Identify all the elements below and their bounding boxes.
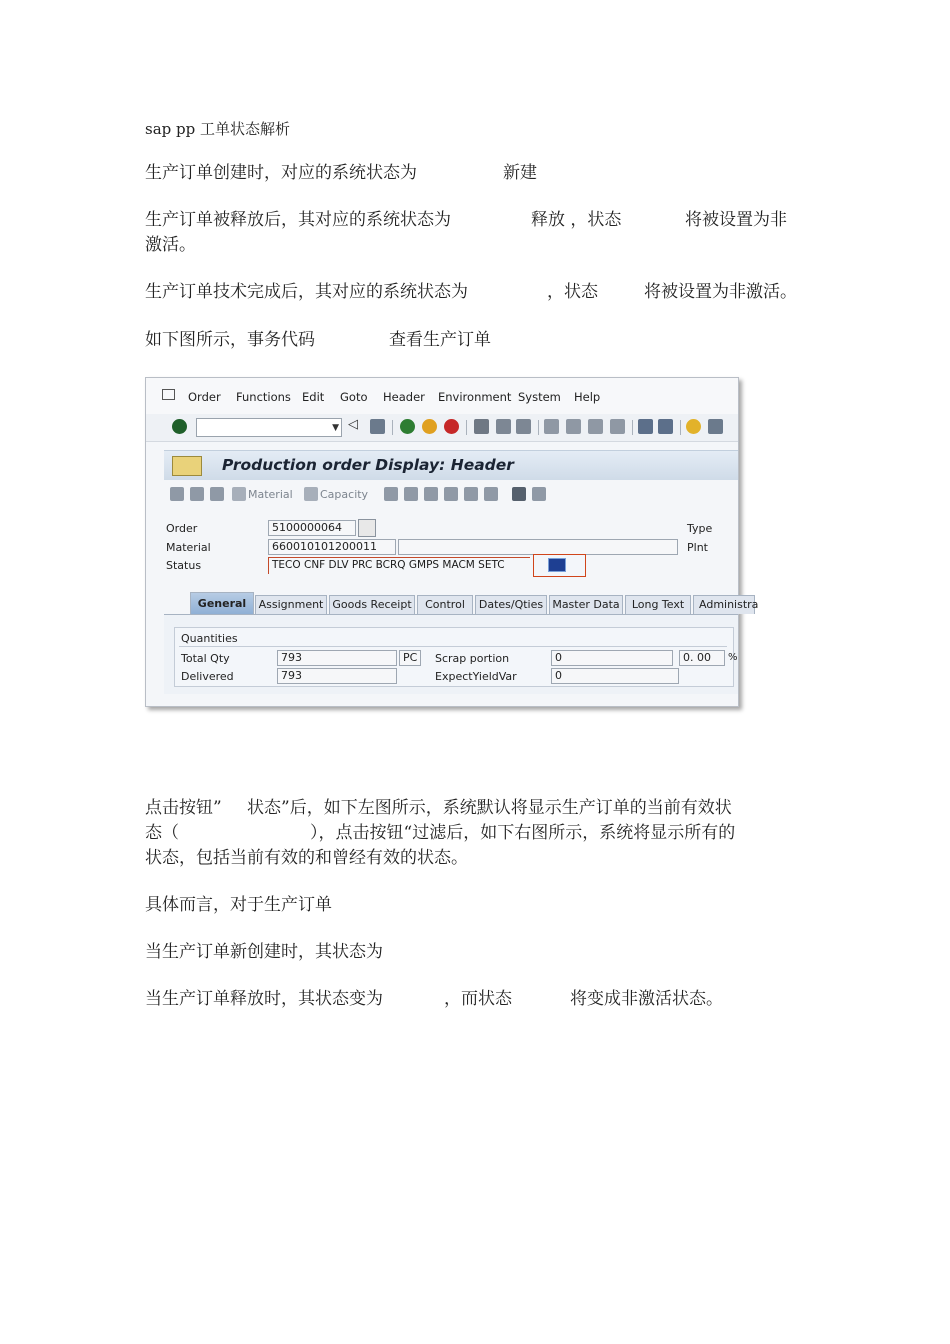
capacity-icon[interactable] xyxy=(304,487,318,501)
type-label: Type xyxy=(687,522,713,535)
last-page-icon[interactable] xyxy=(610,419,625,434)
menu-icon[interactable] xyxy=(162,389,175,400)
detail-icon[interactable] xyxy=(484,487,498,501)
menu-functions[interactable]: Functions xyxy=(236,390,291,404)
back-arrow-icon[interactable]: ◁ xyxy=(348,417,358,432)
menu-environment[interactable]: Environment xyxy=(438,390,512,404)
status-label: Status xyxy=(166,559,202,572)
menu-header[interactable]: Header xyxy=(383,390,425,404)
scrap-portion-field[interactable]: 0 xyxy=(551,650,673,666)
tab-long-text[interactable]: Long Text xyxy=(625,595,691,614)
unit-field[interactable]: PC xyxy=(399,650,421,666)
menu-order[interactable]: Order xyxy=(188,390,221,404)
quantities-group xyxy=(174,627,738,687)
shortcut-icon[interactable] xyxy=(658,419,673,434)
next-page-icon[interactable] xyxy=(588,419,603,434)
total-qty-field[interactable]: 793 xyxy=(277,650,397,666)
material-description-field[interactable] xyxy=(398,539,678,555)
scrap-percent-field[interactable]: 0. 00 xyxy=(679,650,725,666)
component-icon[interactable] xyxy=(404,487,418,501)
paragraph-7: 当生产订单新创建时，其状态为 xyxy=(145,942,383,962)
status-field: TECO CNF DLV PRC BCRQ GMPS MACM SETC xyxy=(268,557,530,574)
material-field[interactable]: 660010101200011 xyxy=(268,539,396,555)
help-icon[interactable] xyxy=(686,419,701,434)
find-next-icon[interactable] xyxy=(516,419,531,434)
p2-tail: 将被设置为非 xyxy=(685,210,787,230)
p2-text: 生产订单被释放后，其对应的系统状态为 xyxy=(145,210,451,230)
expect-yield-var-field[interactable]: 0 xyxy=(551,668,679,684)
previous-page-icon[interactable] xyxy=(566,419,581,434)
layout-menu-icon[interactable] xyxy=(708,419,723,434)
sap-screenshot xyxy=(145,377,759,707)
new-session-icon[interactable] xyxy=(638,419,653,434)
structure-icon[interactable] xyxy=(532,487,546,501)
quantities-group-title: Quantities xyxy=(181,632,238,645)
toolbar-separator xyxy=(392,420,393,435)
tab-master-data[interactable]: Master Data xyxy=(549,595,623,614)
order-field[interactable]: 5100000064 xyxy=(268,520,356,536)
print-icon[interactable] xyxy=(474,419,489,434)
operation-icon[interactable] xyxy=(424,487,438,501)
table-icon[interactable] xyxy=(512,487,526,501)
info-icon xyxy=(548,558,566,572)
application-toolbar xyxy=(164,482,738,508)
menu-edit[interactable]: Edit xyxy=(302,390,325,404)
screen-title-bar xyxy=(164,450,738,480)
command-field[interactable] xyxy=(196,418,342,437)
toolbar-separator xyxy=(466,420,467,435)
paragraph-5-line3: 状态，包括当前有效的和曾经有效的状态。 xyxy=(145,848,468,868)
toolbar-separator xyxy=(680,420,681,435)
list-icon[interactable] xyxy=(210,487,224,501)
status-button[interactable] xyxy=(533,554,586,577)
expect-yield-var-label: ExpectYieldVar xyxy=(435,670,517,683)
tab-dates-qties[interactable]: Dates/Qties xyxy=(475,595,547,614)
cancel-icon[interactable] xyxy=(444,419,459,434)
total-qty-label: Total Qty xyxy=(181,652,230,665)
p8-value: ，而状态 xyxy=(444,989,512,1009)
back-icon[interactable] xyxy=(400,419,415,434)
toolbar-separator xyxy=(538,420,539,435)
capacity-button-label[interactable]: Capacity xyxy=(320,488,369,501)
material-button-label[interactable]: Material xyxy=(248,488,293,501)
network-icon[interactable] xyxy=(444,487,458,501)
tab-goods-receipt[interactable]: Goods Receipt xyxy=(329,595,415,614)
p1-text: 生产订单创建时，对应的系统状态为 xyxy=(145,163,417,183)
chevron-down-icon[interactable]: ▼ xyxy=(332,423,339,433)
p5-line2b: ），点击按钮“过滤后，如下右图所示，系统将显示所有的 xyxy=(310,823,736,843)
menu-goto[interactable]: Goto xyxy=(340,390,368,404)
document-icon[interactable] xyxy=(190,487,204,501)
p1-value: 新建 xyxy=(503,163,537,183)
order-label: Order xyxy=(166,522,198,535)
paragraph-2-line2: 激活。 xyxy=(145,235,196,255)
p3-tail: 将被设置为非激活。 xyxy=(644,282,797,302)
edit-icon[interactable] xyxy=(358,519,376,537)
find-icon[interactable] xyxy=(496,419,511,434)
delivered-label: Delivered xyxy=(181,670,234,683)
p3-value: ，状态 xyxy=(547,282,598,302)
material-icon[interactable] xyxy=(232,487,246,501)
p5-line1b: 状态”后，如下左图所示，系统默认将显示生产订单的当前有效状 xyxy=(247,798,732,818)
standard-toolbar xyxy=(146,414,738,442)
p4-value: 查看生产订单 xyxy=(389,330,491,350)
plant-label: Plnt xyxy=(687,541,708,554)
p8-tail: 将变成非激活状态。 xyxy=(570,989,723,1009)
menu-bar xyxy=(146,378,738,414)
group-divider xyxy=(179,646,727,647)
tab-assignment[interactable]: Assignment xyxy=(255,595,327,614)
transaction-icon xyxy=(172,456,202,476)
p8-text: 当生产订单释放时，其状态变为 xyxy=(145,989,383,1009)
p4-text: 如下图所示，事务代码 xyxy=(145,330,315,350)
p2-value: 释放 ，状态 xyxy=(531,210,622,230)
tab-control[interactable]: Control xyxy=(417,595,473,614)
exit-icon[interactable] xyxy=(422,419,437,434)
p5-line1a: 点击按钮” xyxy=(145,798,222,818)
copy-icon[interactable] xyxy=(464,487,478,501)
document-title: sap pp 工单状态解析 xyxy=(145,120,290,138)
tab-strip xyxy=(164,592,759,614)
menu-system[interactable]: System xyxy=(518,390,561,404)
menu-help[interactable]: Help xyxy=(574,390,601,404)
delivered-field[interactable]: 793 xyxy=(277,668,397,684)
material-label: Material xyxy=(166,541,211,554)
p3-text: 生产订单技术完成后，其对应的系统状态为 xyxy=(145,282,468,302)
hierarchy-icon[interactable] xyxy=(384,487,398,501)
percent-sign: % xyxy=(728,652,738,663)
scrap-portion-label: Scrap portion xyxy=(435,652,510,665)
first-page-icon[interactable] xyxy=(544,419,559,434)
p5-line2a: 态（ xyxy=(145,823,179,843)
paragraph-6: 具体而言，对于生产订单 xyxy=(145,895,332,915)
flag-icon[interactable] xyxy=(170,487,184,501)
toolbar-separator xyxy=(632,420,633,435)
tab-administration[interactable]: Administra xyxy=(693,595,755,614)
screen-title: Production order Display: Header xyxy=(222,456,514,474)
general-tab-panel xyxy=(164,614,738,694)
save-icon[interactable] xyxy=(370,419,385,434)
enter-icon[interactable] xyxy=(172,419,187,434)
tab-general[interactable]: General xyxy=(190,592,254,614)
